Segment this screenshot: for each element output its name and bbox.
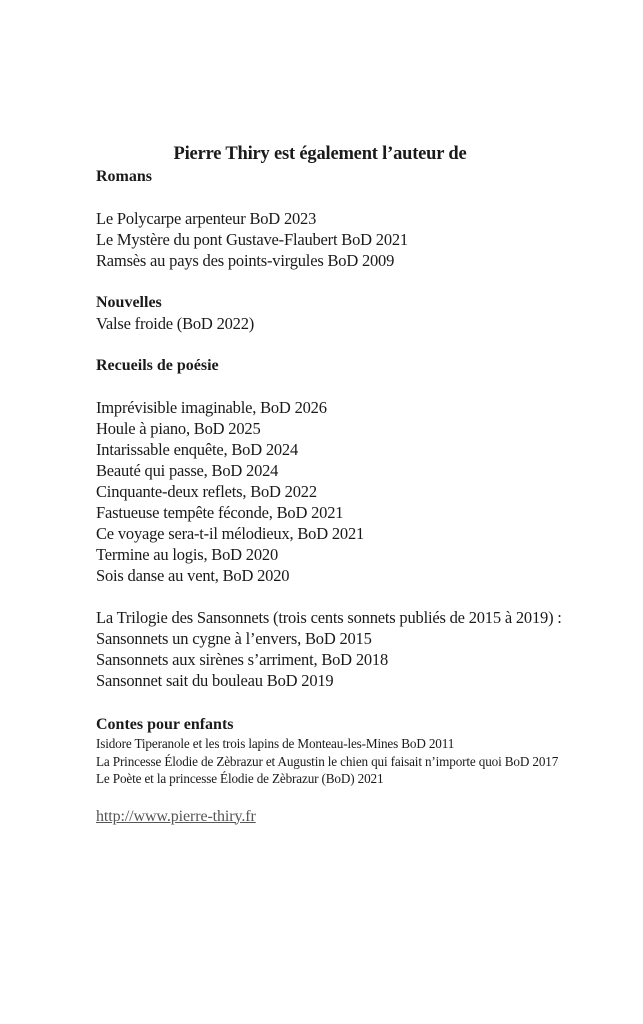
list-item: Beauté qui passe, BoD 2024 — [96, 461, 279, 480]
list-item: Sansonnets un cygne à l’envers, BoD 2015 — [96, 629, 372, 648]
nouvelles-list — [96, 313, 566, 334]
list-item: Sansonnets aux sirènes s’arriment, BoD 2018 — [96, 650, 389, 669]
list-item: Intarissable enquête, BoD 2024 — [96, 440, 299, 459]
romans-list — [96, 208, 566, 271]
contes-list — [96, 735, 566, 788]
list-item: La Princesse Élodie de Zèbrazur et Augustin le chien qui faisait n’importe quoi BoD 2017 — [96, 753, 559, 769]
section-heading-romans: Romans — [96, 168, 153, 185]
section-heading-nouvelles: Nouvelles — [96, 294, 162, 311]
trilogy-list — [96, 628, 566, 691]
list-item: Cinquante-deux reflets, BoD 2022 — [96, 482, 317, 501]
list-item: Termine au logis, BoD 2020 — [96, 545, 278, 564]
website-link[interactable]: http://www.pierre-thiry.fr — [96, 807, 256, 825]
list-item: Le Polycarpe arpenteur BoD 2023 — [96, 209, 317, 228]
trilogy-intro: La Trilogie des Sansonnets (trois cents sonnets publiés de 2015 à 2019) : — [96, 608, 562, 627]
page-title: Pierre Thiry est également l’auteur de — [173, 144, 467, 164]
list-item: Isidore Tiperanole et les trois lapins de Monteau-les-Mines BoD 2011 — [96, 736, 455, 751]
section-heading-contes: Contes pour enfants — [96, 716, 234, 733]
list-item: Sois danse au vent, BoD 2020 — [96, 566, 290, 585]
list-item: Ce voyage sera-t-il mélodieux, BoD 2021 — [96, 524, 365, 543]
section-heading-poesie: Recueils de poésie — [96, 357, 219, 374]
poesie-list — [96, 397, 566, 586]
list-item: Fastueuse tempête féconde, BoD 2021 — [96, 503, 344, 522]
list-item: Le Mystère du pont Gustave-Flaubert BoD 2021 — [96, 230, 408, 249]
list-item: Imprévisible imaginable, BoD 2026 — [96, 398, 327, 417]
list-item: Sansonnet sait du bouleau BoD 2019 — [96, 671, 334, 690]
list-item: Valse froide (BoD 2022) — [96, 314, 255, 333]
book-page — [96, 142, 566, 826]
list-item: Houle à piano, BoD 2025 — [96, 419, 261, 438]
list-item: Ramsès au pays des points-virgules BoD 2009 — [96, 251, 395, 270]
list-item: Le Poète et la princesse Élodie de Zèbrazur (BoD) 2021 — [96, 771, 384, 786]
